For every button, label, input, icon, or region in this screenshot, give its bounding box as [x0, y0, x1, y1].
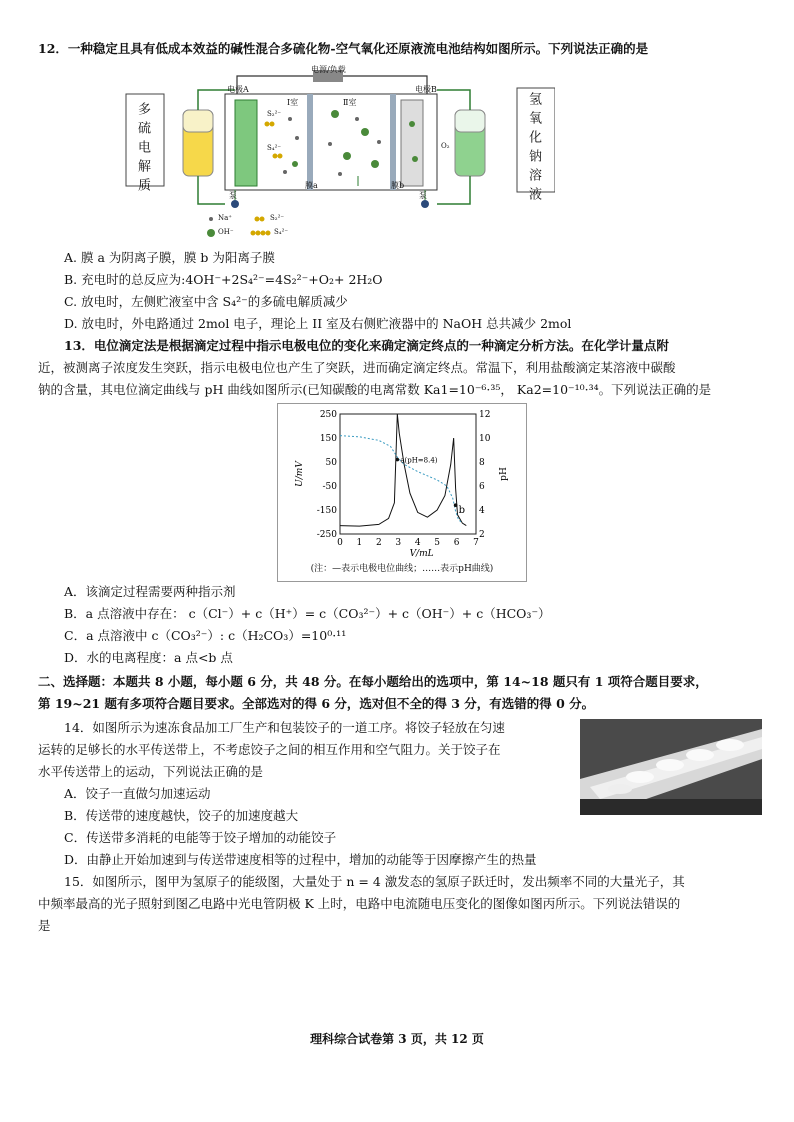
battery-diagram	[125, 64, 555, 246]
x-tick-label: 2	[375, 538, 382, 548]
x-tick-label: 7	[473, 538, 479, 548]
power-label: 电源/负载	[311, 65, 346, 74]
y2-tick-label: 10	[479, 434, 491, 444]
q14-line3: 水平传送带上的运动，下列说法正确的是	[38, 764, 264, 779]
s2-label: S₂²⁻	[267, 110, 282, 118]
legend-oh: OH⁻	[218, 228, 234, 236]
pump-right-label: 泵	[419, 191, 427, 200]
q12-option-a: A. 膜 a 为阴离子膜，膜 b 为阳离子膜	[64, 250, 275, 265]
q13-option-d: D．水的电离程度：a 点<b 点	[64, 650, 233, 665]
q15-line2: 中频率最高的光子照射到图乙电路中光电管阴极 K 上时，电路中电流随电压变化的图像如图丙所示。下列说法错误的	[38, 896, 681, 911]
conveyor-photo-svg	[580, 719, 762, 815]
section2-line2: 第 19~21 题有多项符合题目要求。全部选对的得 6 分，选对但不全的得 3 分，有选错的得 0 分。	[38, 696, 595, 711]
y2-tick-label: 2	[479, 530, 485, 540]
y-axis-label: U/mV	[295, 461, 305, 487]
pump-left-label: 泵	[229, 191, 237, 200]
q13-option-a: A．该滴定过程需要两种指示剂	[64, 584, 236, 599]
x-tick-label: 4	[414, 538, 421, 548]
electrode-a-label: 电极A	[227, 85, 249, 94]
q13-line1: 13．电位滴定法是根据滴定过程中指示电极电位的变化来确定滴定终点的一种滴定分析方法。在化学计量点附	[64, 338, 669, 353]
q12-option-b: B. 充电时的总反应为:4OH⁻+2S₄²⁻=4S₂²⁻+O₂+ 2H₂O	[64, 272, 383, 287]
titration-svg	[278, 404, 526, 581]
x-tick-label: 5	[434, 538, 441, 548]
conveyor-photo	[580, 719, 762, 815]
o2-label: O₂	[441, 142, 450, 150]
room1-label: Ⅰ室	[287, 98, 299, 107]
q12-option-d: D. 放电时，外电路通过 2mol 电子，理论上 II 室及右侧贮液器中的 NaOH 总共减少 2mol	[64, 316, 572, 331]
y-tick-label: 50	[325, 458, 337, 468]
membrane-b-label: 膜b	[391, 181, 405, 190]
y2-tick-label: 4	[479, 506, 485, 516]
y-tick-label: 150	[319, 434, 337, 444]
legend-s4: S₄²⁻	[274, 228, 289, 236]
q14-option-c: C．传送带多消耗的电能等于饺子增加的动能饺子	[64, 830, 337, 845]
electrode-b-label: 电极B	[415, 85, 437, 94]
x-axis-label: V/mL	[409, 549, 434, 559]
q13-line3: 钠的含量，其电位滴定曲线与 pH 曲线如图所示(已知碳酸的电离常数 Ka1=10⁻⁶·³⁵， Ka2=10⁻¹⁰·³⁴。下列说法正确的是	[38, 382, 712, 397]
room2-label: Ⅱ室	[343, 98, 357, 107]
q15-line1: 15．如图所示，图甲为氢原子的能级图，大量处于 n = 4 激发态的氢原子跃迁时，发出频率不同的大量光子，其	[64, 874, 685, 889]
membrane-a-label: 膜a	[305, 181, 318, 190]
q12-option-c: C. 放电时，左侧贮液室中含 S₄²⁻的多硫电解质减少	[64, 294, 348, 309]
left-tank-label: 多硫电解质	[135, 102, 150, 197]
q13-option-c: C．a 点溶液中 c（CO₃²⁻）: c（H₂CO₃）=10⁰·¹¹	[64, 628, 347, 643]
y2-tick-label: 12	[479, 410, 491, 420]
annotation-point	[454, 503, 458, 507]
annotation-label: b	[458, 505, 466, 517]
q14-line2: 运转的足够长的水平传送带上，不考虑饺子之间的相互作用和空气阻力。关于饺子在	[38, 742, 501, 757]
annotation-point	[396, 458, 400, 462]
x-tick-label: 6	[453, 538, 460, 548]
titration-chart	[277, 403, 527, 582]
q13-option-b: B．a 点溶液中存在： c（Cl⁻）+ c（H⁺）= c（CO₃²⁻）+ c（OH⁻）+ c（HCO₃⁻）	[64, 606, 551, 621]
right-tank-label: 氢氧化钠溶液	[526, 92, 541, 206]
q14-option-a: A．饺子一直做匀加速运动	[64, 786, 211, 801]
y2-tick-label: 6	[479, 482, 485, 492]
y-tick-label: -50	[322, 482, 337, 492]
annotation-label: a(pH=8.4)	[400, 456, 438, 465]
x-tick-label: 1	[356, 538, 363, 548]
q14-line1: 14．如图所示为速冻食品加工厂生产和包装饺子的一道工序。将饺子轻放在匀速	[64, 720, 505, 735]
battery-svg	[125, 64, 555, 246]
chart-note: (注：—表示电极电位曲线；……表示pH曲线)	[310, 564, 494, 574]
legend-s2: S₂²⁻	[270, 214, 285, 222]
plot-frame	[340, 414, 476, 534]
section2-line1: 二、选择题：本题共 8 小题，每小题 6 分，共 48 分。在每小题给出的选项中，第 14~18 题只有 1 项符合题目要求，	[38, 674, 708, 689]
q12-stem: 12．一种稳定且具有低成本效益的碱性混合多硫化物-空气氧化还原液流电池结构如图所示。下列说法正确的是	[38, 41, 649, 56]
x-tick-label: 0	[337, 538, 343, 548]
legend-na: Na⁺	[218, 214, 232, 222]
page-footer: 理科综合试卷第 3 页，共 12 页	[310, 1032, 484, 1046]
q14-option-d: D．由静止开始加速到与传送带速度相等的过程中，增加的动能等于因摩擦产生的热量	[64, 852, 537, 867]
s4-label: S₄²⁻	[267, 144, 282, 152]
y2-axis-label: pH	[499, 467, 509, 481]
x-tick-label: 3	[395, 538, 402, 548]
y-tick-label: 250	[319, 410, 337, 420]
q14-option-b: B．传送带的速度越快，饺子的加速度越大	[64, 808, 299, 823]
y-tick-label: -150	[316, 506, 337, 516]
q15-line3: 是	[38, 918, 51, 933]
y2-tick-label: 8	[479, 458, 485, 468]
q13-line2: 近，被测离子浓度发生突跃，指示电极电位也产生了突跃，进而确定滴定终点。常温下，利用盐酸滴定某溶液中碳酸	[38, 360, 676, 375]
potential-curve	[340, 414, 466, 526]
y-tick-label: -250	[316, 530, 337, 540]
